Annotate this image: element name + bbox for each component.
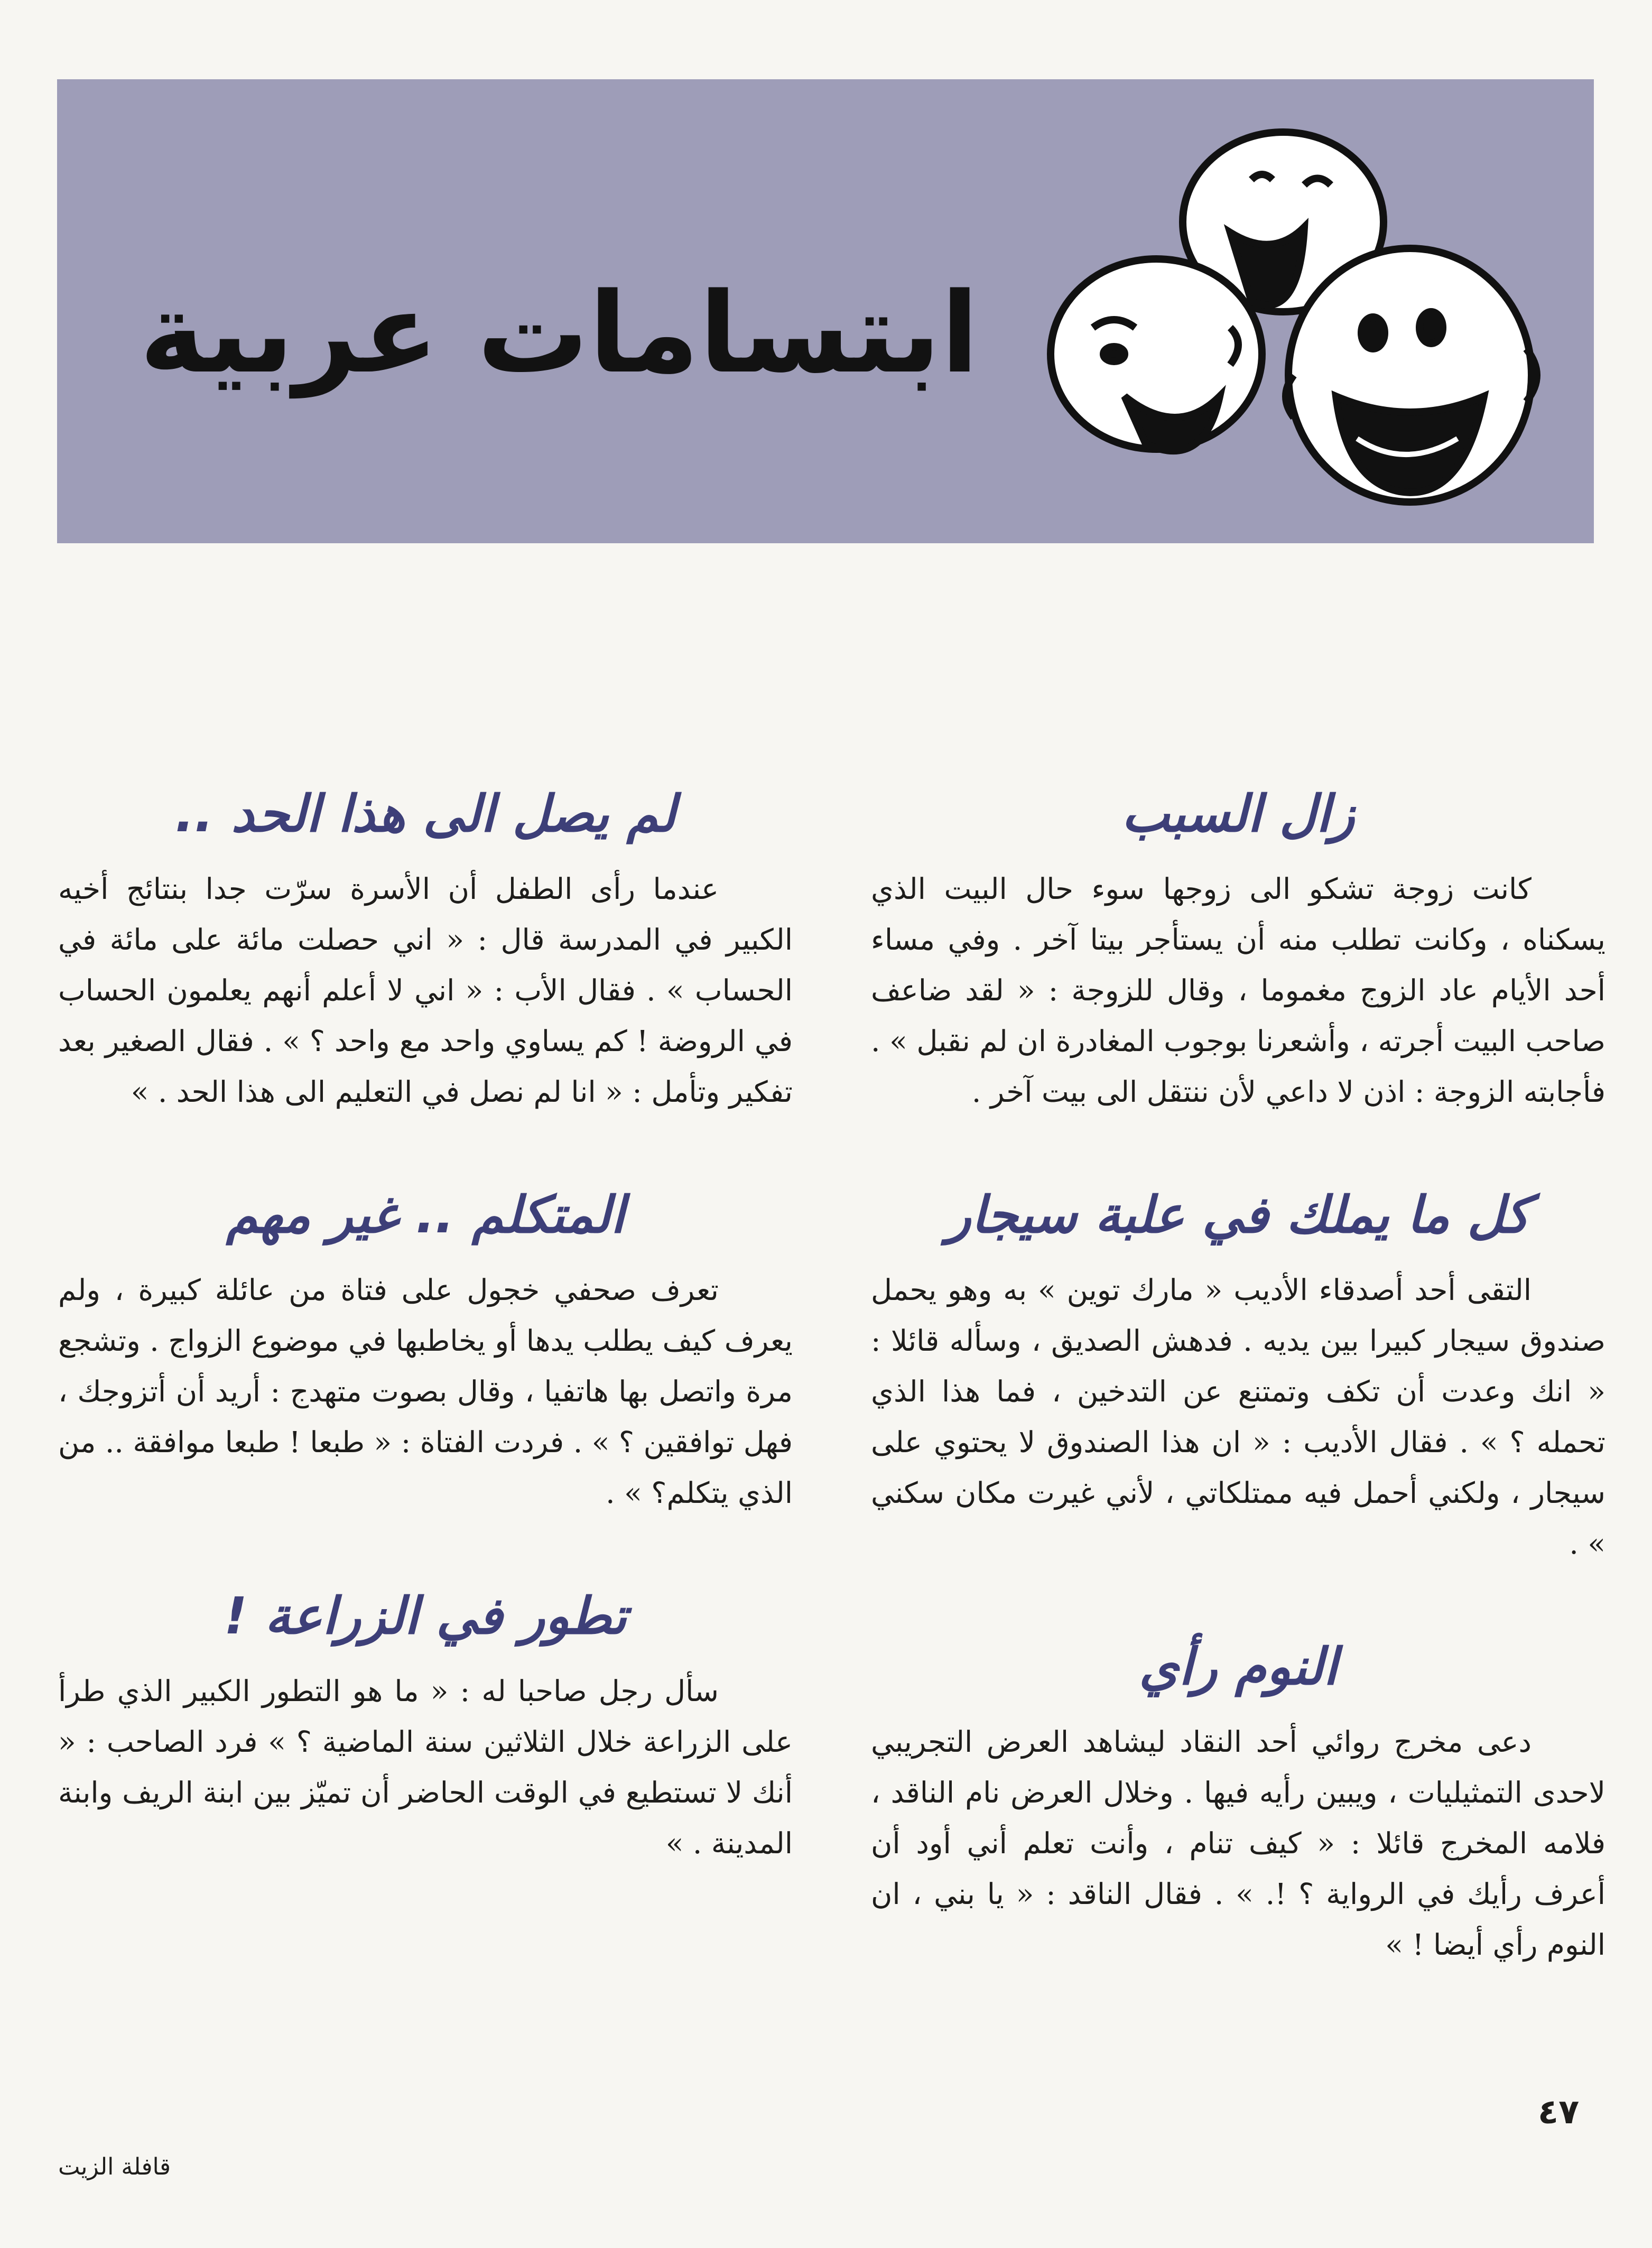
right-column (871, 782, 1605, 2036)
story-title: المتكلم .. غير مهم (226, 1185, 625, 1244)
story-body: كانت زوجة تشكو الى زوجها سوء حال البيت الذي يسكناه ، وكانت تطلب منه أن يستأجر بيتا آخر . وفي مساء أحد الأيام عاد الزوج مغموما ، وقال للزوجة : « لقد ضاعف صاحب البيت أجرته ، وأشعرنا بوجوب المغادرة ان لم نقبل » . فأجابته الزوجة : اذن لا داعي لأن ننتقل الى بيت آخر . (871, 872, 1605, 1109)
header-banner (57, 79, 1594, 543)
story-title: لم يصل الى هذا الحد .. (175, 784, 676, 843)
story-body: تعرف صحفي خجول على فتاة من عائلة كبيرة ، ولم يعرف كيف يطلب يدها أو يخاطبها في موضوع الزواج . وتشجع مرة واتصل بها هاتفيا ، وقال بصوت متهدج : أريد أن أتزوجك ، فهل توافقين ؟ » . فردت الفتاة : « طبعا ! طبعا موافقة .. من الذي يتكلم؟ » . (58, 1273, 793, 1510)
story-title: تطور في الزراعة ! (224, 1586, 627, 1646)
story-body: التقى أحد أصدقاء الأديب « مارك توين » به وهو يحمل صندوق سيجار كبيرا بين يديه . فدهش الصديق ، وسأله قائلا : « انك وعدت أن تكف وتمتنع عن التدخين ، فما هذا الذي تحمله ؟ » . فقال الأديب : « ان هذا الصندوق لا يحتوي على سيجار ، ولكني أحمل فيه ممتلكاتي ، لأني غيرت مكان سكني » . (871, 1273, 1605, 1560)
story-2 (871, 1183, 1605, 1569)
page-number: ٤٧ (1538, 2093, 1580, 2132)
story-5 (58, 1183, 793, 1518)
story-6 (58, 1584, 793, 1869)
story-4 (58, 782, 793, 1117)
laughing-faces-illustration (955, 100, 1579, 534)
magazine-footer: قافلة الزيت (58, 2153, 171, 2180)
story-1 (871, 782, 1605, 1117)
story-3 (871, 1635, 1605, 1970)
story-body: سأل رجل صاحبا له : « ما هو التطور الكبير الذي طرأ على الزراعة خلال الثلاثين سنة الماضية ؟ » فرد الصاحب : « أنك لا تستطيع في الوقت الحاضر أن تميّز بين ابنة الريف وابنة المدينة . » (58, 1674, 793, 1860)
banner-title: ابتسامات عربية (139, 268, 979, 398)
story-body: دعى مخرج روائي أحد النقاد ليشاهد العرض التجريبي لاحدى التمثيليات ، ويبين رأيه فيها . وخلال العرض نام الناقد ، فلامه المخرج قائلا : « كيف تنام ، وأنت تعلم أني أود أن أعرف رأيك في الرواية ؟ !. » . فقال الناقد : « يا بني ، ان النوم رأي أيضا ! » (871, 1725, 1605, 1962)
story-title: كل ما يملك في علبة سيجار (946, 1185, 1530, 1244)
story-body: عندما رأى الطفل أن الأسرة سرّت جدا بنتائج أخيه الكبير في المدرسة قال : « اني حصلت مائة على مائة في الحساب » . فقال الأب : « اني لا أعلم أنهم يعلمون الحساب في الروضة ! كم يساوي واحد مع واحد ؟ » . فقال الصغير بعد تفكير وتأمل : « انا لم نصل في التعليم الى هذا الحد . » (58, 872, 793, 1109)
story-title: النوم رأي (1139, 1637, 1338, 1696)
left-column (58, 782, 793, 1935)
story-title: زال السبب (1121, 784, 1355, 843)
